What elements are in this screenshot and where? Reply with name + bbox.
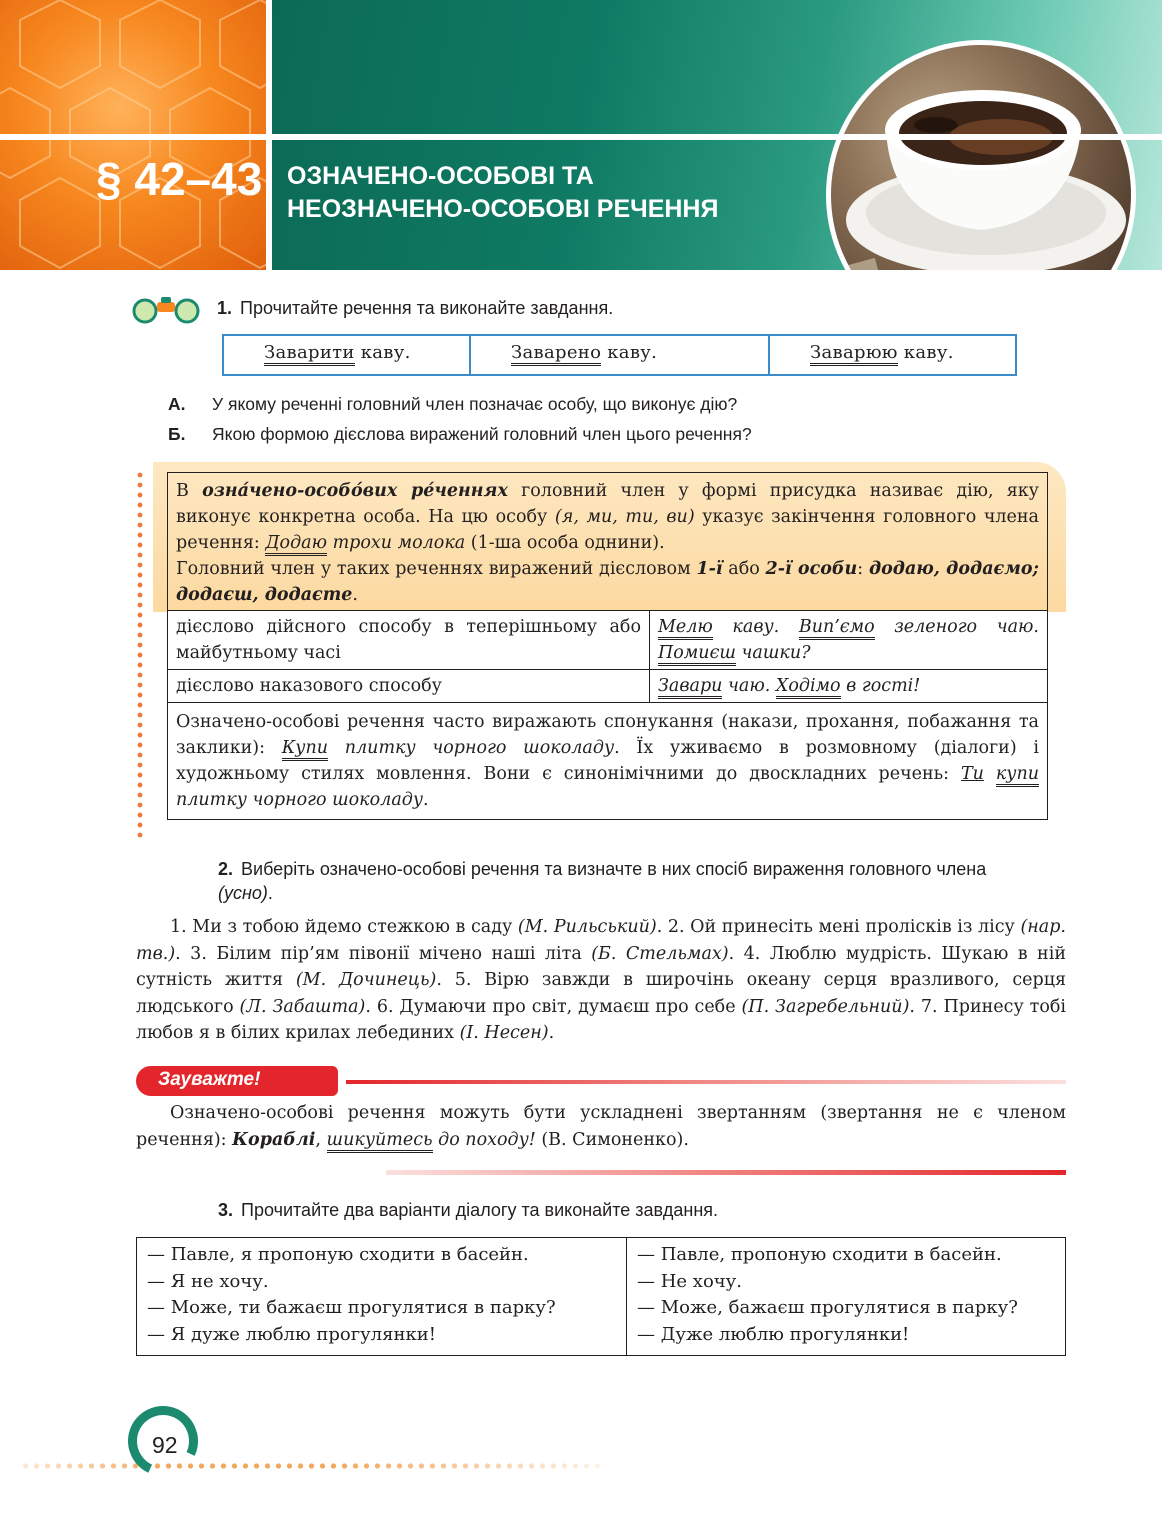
example-verb: Заварити [264,342,355,366]
task-2: 2. Виберіть означено-особові речення та визначте в них спосіб вираження головного члена (усно). [218,859,987,903]
dialogue-line: — Дуже люблю прогулянки! [637,1323,910,1345]
rule-dotted-border [137,470,143,840]
page-number: 92 [152,1432,178,1458]
task-3 [218,1200,718,1221]
example-verb: Заварюю [810,342,898,366]
rule-cell-right: Завари чаю. Ходімо в гості! [650,670,1048,703]
task-1 [217,298,613,319]
rule-definition: В озна́чено-особо́вих ре́ченнях головний член у формі присудка називає дію, яку виконує конкретна особа. На цю особу (я, ми, ти, ви) указує закінчення головного члена речення: Додаю трохи молока (1-ша особа однини). Головний член у таких реченнях виражений дієсловом 1-ї або 2-ї особи: додаю, додаємо; додаєш, додаєте. [176,481,1039,605]
dialogue-variant-1 [137,1238,626,1355]
question-b [168,424,752,445]
dialogue-line: — Я дуже люблю прогулянки! [147,1323,437,1345]
example-rest: каву. [897,342,954,363]
dialogue-line: — Може, ти бажаєш прогулятися в парку? [147,1297,556,1318]
dialogue-table [136,1237,1066,1356]
example-verb: Заварено [511,342,601,366]
rule-cell-right: Мелю каву. Вип’ємо зеленого чаю. Помиєш чашки? [650,611,1048,670]
task-2-number: 2. [218,859,234,879]
dialogue-line: — Павле, пропоную сходити в басейн. [637,1244,1002,1265]
rule-term: озна́чено-особо́вих ре́ченнях [202,481,508,501]
note-divider-bottom [386,1170,1066,1175]
rule-cell-left: дієслово наказового способу [168,670,650,703]
binoculars-icon [130,294,206,324]
example-rest: каву. [601,342,658,363]
rule-box [167,472,1048,820]
dialogue-line: — Я не хочу. [147,1270,269,1292]
question-a-label: А. [168,394,186,414]
task-3-text: Прочитайте два варіанти діалогу та виконайте завдання. [241,1200,719,1220]
chapter-header [0,0,1162,270]
task-2-text: Виберіть означено-особові речення та визначте в них спосіб вираження головного члена [241,859,987,879]
example-cell [224,336,469,374]
table-row [168,670,1047,703]
example-rest: каву. [354,342,411,363]
section-title [287,160,718,226]
note-badge [136,1066,338,1096]
dialogue-line: — Може, бажаєш прогулятися в парку? [637,1297,1018,1318]
dialogue-line: — Павле, я пропоную сходити в басейн. [147,1244,529,1265]
question-b-text: Якою формою дієслова виражений головний член цього речення? [212,424,752,444]
dialogue-variant-2 [626,1238,1065,1355]
table-row [168,611,1047,670]
section-title-line2: НЕОЗНАЧЕНО-ОСОБОВІ РЕЧЕННЯ [287,195,719,223]
section-title-line1: ОЗНАЧЕНО-ОСОБОВІ ТА [287,162,594,190]
rule-usage-note: Означено-особові речення часто виражають спонукання (накази, прохання, побажання та заклики): Купи плитку чорного шоколаду. Їх уживаємо в розмовному (діалоги) і художньому стилях мовлення. Вони є синонімічними до двоскладних речень: Ти купи плитку чорного шоколаду. [168,702,1047,819]
task-1-text: Прочитайте речення та виконайте завдання. [240,298,614,318]
note-label: Зауважте! [158,1069,261,1090]
question-b-label: Б. [168,424,186,444]
task-3-number: 3. [218,1200,234,1220]
task-2-sentences: 1. Ми з тобою йдемо стежкою в саду (М. Рильський). 2. Ой принесіть мені пролісків із лісу (нар. тв.). 3. Білим пір’ям півонії мічено наші літа (Б. Стельмах). 4. Люблю мудрість. Шукаю в ній сутність життя (М. Дочинець). 5. Вірю завжди в широчінь океану серця вразливого, серця людського (Л. Забашта). 6. Думаючи про світ, думаєш про себе (П. Загребельний). 7. Принесу тобі любов я в білих крилах лебединих (І. Несен). [136,917,1066,1043]
header-divider-horizontal [0,134,1162,140]
task-1-number: 1. [217,298,233,318]
section-number: § 42–43 [96,153,263,205]
example-cell [469,336,768,374]
example-cell [768,336,1015,374]
dialogue-line: — Не хочу. [637,1270,742,1292]
question-a [168,394,737,415]
header-divider-vertical [266,0,272,270]
examples-table [222,334,1017,376]
rule-table [168,610,1047,702]
footer-dots [20,1462,600,1470]
question-a-text: У якому реченні головний член позначає особу, що виконує дію? [212,394,738,414]
note-text: Означено-особові речення можуть бути ускладнені звертанням (звертання не є членом речення): Кораблі, шикуйтесь до походу! (В. Симоненко). [136,1100,1066,1153]
note-divider-top [346,1080,1066,1084]
rule-cell-left: дієслово дійсного способу в теперішньому або майбутньому часі [168,611,650,670]
